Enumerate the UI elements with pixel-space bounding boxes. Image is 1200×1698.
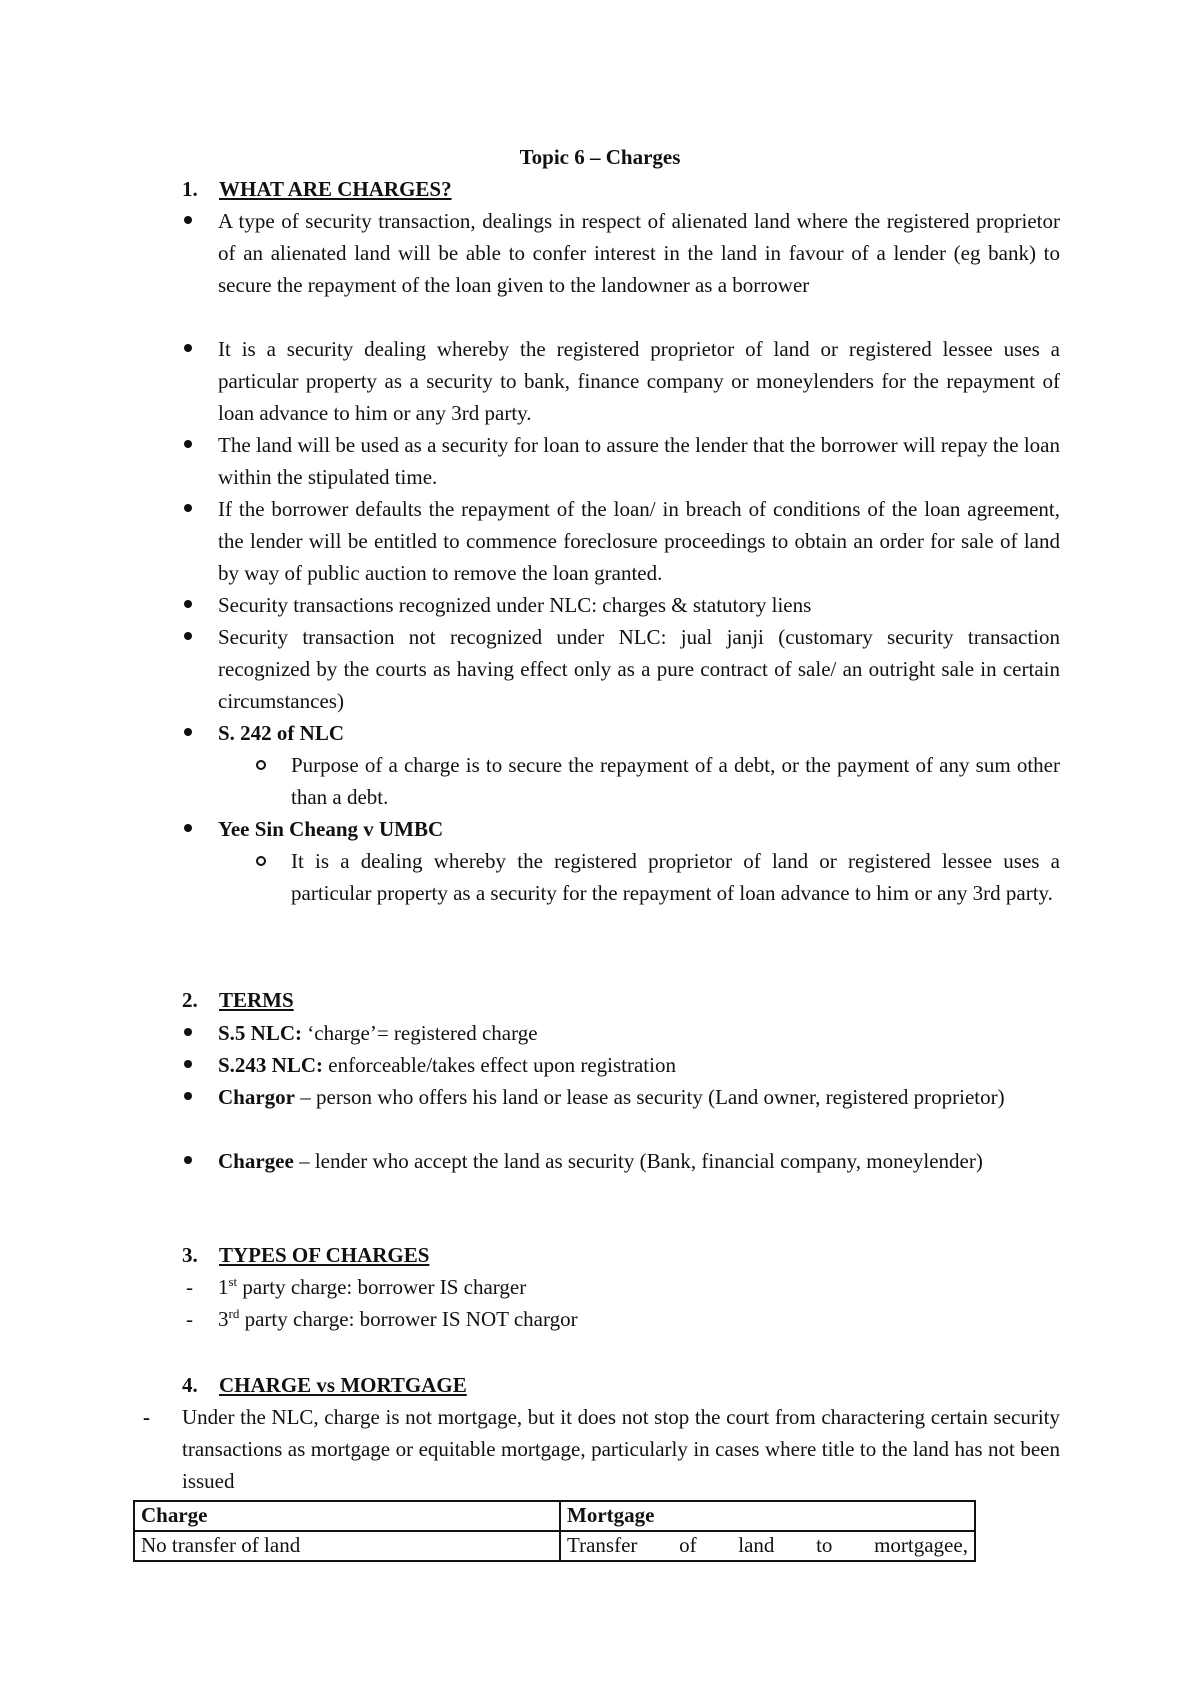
section-heading-terms (182, 988, 294, 1013)
section-title: TYPES OF CHARGES (219, 1243, 430, 1267)
term-label: Chargee (218, 1149, 294, 1173)
term-text: enforceable/takes effect upon registration (323, 1053, 676, 1077)
bullet-text: If the borrower defaults the repayment of the loan/ in breach of conditions of the loan agreement, the lender will be entitled to commence foreclosure proceedings to obtain an order for sale of land by way of public auction to remove the loan granted. (218, 497, 1060, 585)
dash-marker: - (186, 1307, 193, 1331)
section-heading-types-of-charges (182, 1243, 429, 1268)
bullet-icon (184, 824, 192, 832)
section-title: WHAT ARE CHARGES? (219, 177, 452, 201)
term-label: S.243 NLC: (218, 1053, 324, 1077)
bullet-icon (184, 632, 192, 640)
ordinal-number: 1 (218, 1275, 229, 1299)
section-number: 1. (182, 177, 198, 201)
dash-marker: - (186, 1275, 193, 1299)
circle-bullet-icon (256, 760, 266, 770)
bullet-icon (184, 440, 192, 448)
term-text: ‘charge’= registered charge (302, 1021, 538, 1045)
table-row (134, 1531, 975, 1561)
cell-word: land (738, 1533, 775, 1557)
section-heading-what-are-charges (182, 177, 452, 202)
ordinal-suffix: rd (228, 1306, 240, 1321)
bullet-icon (184, 1092, 192, 1100)
bullet-icon (184, 216, 192, 224)
table-header-charge: Charge (134, 1501, 560, 1531)
page-title: Topic 6 – Charges (519, 145, 681, 169)
bullet-text: The land will be used as a security for loan to assure the lender that the borrower will repay the loan within the stipulated time. (218, 433, 1060, 489)
list-item-text (218, 1303, 578, 1335)
bullet-text: Security transaction not recognized under NLC: jual janji (customary security transaction recognized by the courts as having effect only as a pure contract of sale/ an outright sale in certain circumstances) (218, 625, 1060, 713)
bullet-icon (184, 1028, 192, 1036)
item-text: party charge: borrower IS NOT chargor (239, 1307, 578, 1331)
cell-word: of (679, 1533, 697, 1557)
sub-bullet-text: Purpose of a charge is to secure the repayment of a debt, or the payment of any sum other than a debt. (291, 753, 1060, 809)
comparison-table (133, 1500, 976, 1562)
bullet-text: S. 242 of NLC (218, 721, 345, 745)
circle-bullet-icon (256, 856, 266, 866)
section-number: 3. (182, 1243, 198, 1267)
section-title: CHARGE vs MORTGAGE (219, 1373, 467, 1397)
bullet-text (218, 1049, 1060, 1081)
table-cell: No transfer of land (134, 1531, 560, 1561)
bullet-text: It is a security dealing whereby the registered proprietor of land or registered lessee uses a particular property as a security to bank, finance company or moneylenders for the repayment of loan advance to him or any 3rd party. (218, 337, 1060, 425)
item-text: party charge: borrower IS charger (237, 1275, 527, 1299)
ordinal-number: 3 (218, 1307, 229, 1331)
section-number: 2. (182, 988, 198, 1012)
ordinal-suffix: st (228, 1274, 238, 1289)
cell-word: to (816, 1533, 833, 1557)
section-number: 4. (182, 1373, 198, 1397)
table-header-mortgage: Mortgage (560, 1501, 975, 1531)
sub-bullet-text: It is a dealing whereby the registered proprietor of land or registered lessee uses a particular property as a security for the repayment of loan advance to him or any 3rd party. (291, 849, 1060, 905)
bullet-icon (184, 600, 192, 608)
term-label: Chargor (218, 1085, 295, 1109)
bullet-text: Security transactions recognized under NLC: charges & statutory liens (218, 593, 812, 617)
bullet-icon (184, 1060, 192, 1068)
table-header-row (134, 1501, 975, 1531)
term-text: – person who offers his land or lease as security (Land owner, registered proprietor) (295, 1085, 1005, 1109)
bullet-icon (184, 504, 192, 512)
justified-cell-text (567, 1533, 968, 1558)
bullet-icon (184, 344, 192, 352)
bullet-icon (184, 728, 192, 736)
term-text: – lender who accept the land as security (Bank, financial company, moneylender) (293, 1149, 983, 1173)
bullet-text (218, 1145, 1060, 1177)
bullet-text: A type of security transaction, dealings in respect of alienated land where the registered proprietor of an alienated land will be able to confer interest in the land in favour of a lender (eg bank) to secure the repayment of the loan given to the landowner as a borrower (218, 209, 1060, 297)
cell-word: Transfer (567, 1533, 638, 1557)
bullet-text (218, 1081, 1060, 1113)
bullet-text (218, 1017, 1060, 1049)
dash-marker: - (143, 1405, 150, 1429)
section-heading-charge-vs-mortgage (182, 1373, 467, 1398)
table-cell (560, 1531, 975, 1561)
list-item-text (218, 1271, 526, 1303)
bullet-icon (184, 1156, 192, 1164)
term-label: S.5 NLC: (218, 1021, 303, 1045)
bullet-text: Yee Sin Cheang v UMBC (218, 817, 444, 841)
paragraph-text: Under the NLC, charge is not mortgage, but it does not stop the court from charactering certain security transactions as mortgage or equitable mortgage, particularly in cases where title to the land has not been issued (182, 1405, 1060, 1493)
cell-word: mortgagee, (874, 1533, 968, 1557)
section-title: TERMS (219, 988, 294, 1012)
